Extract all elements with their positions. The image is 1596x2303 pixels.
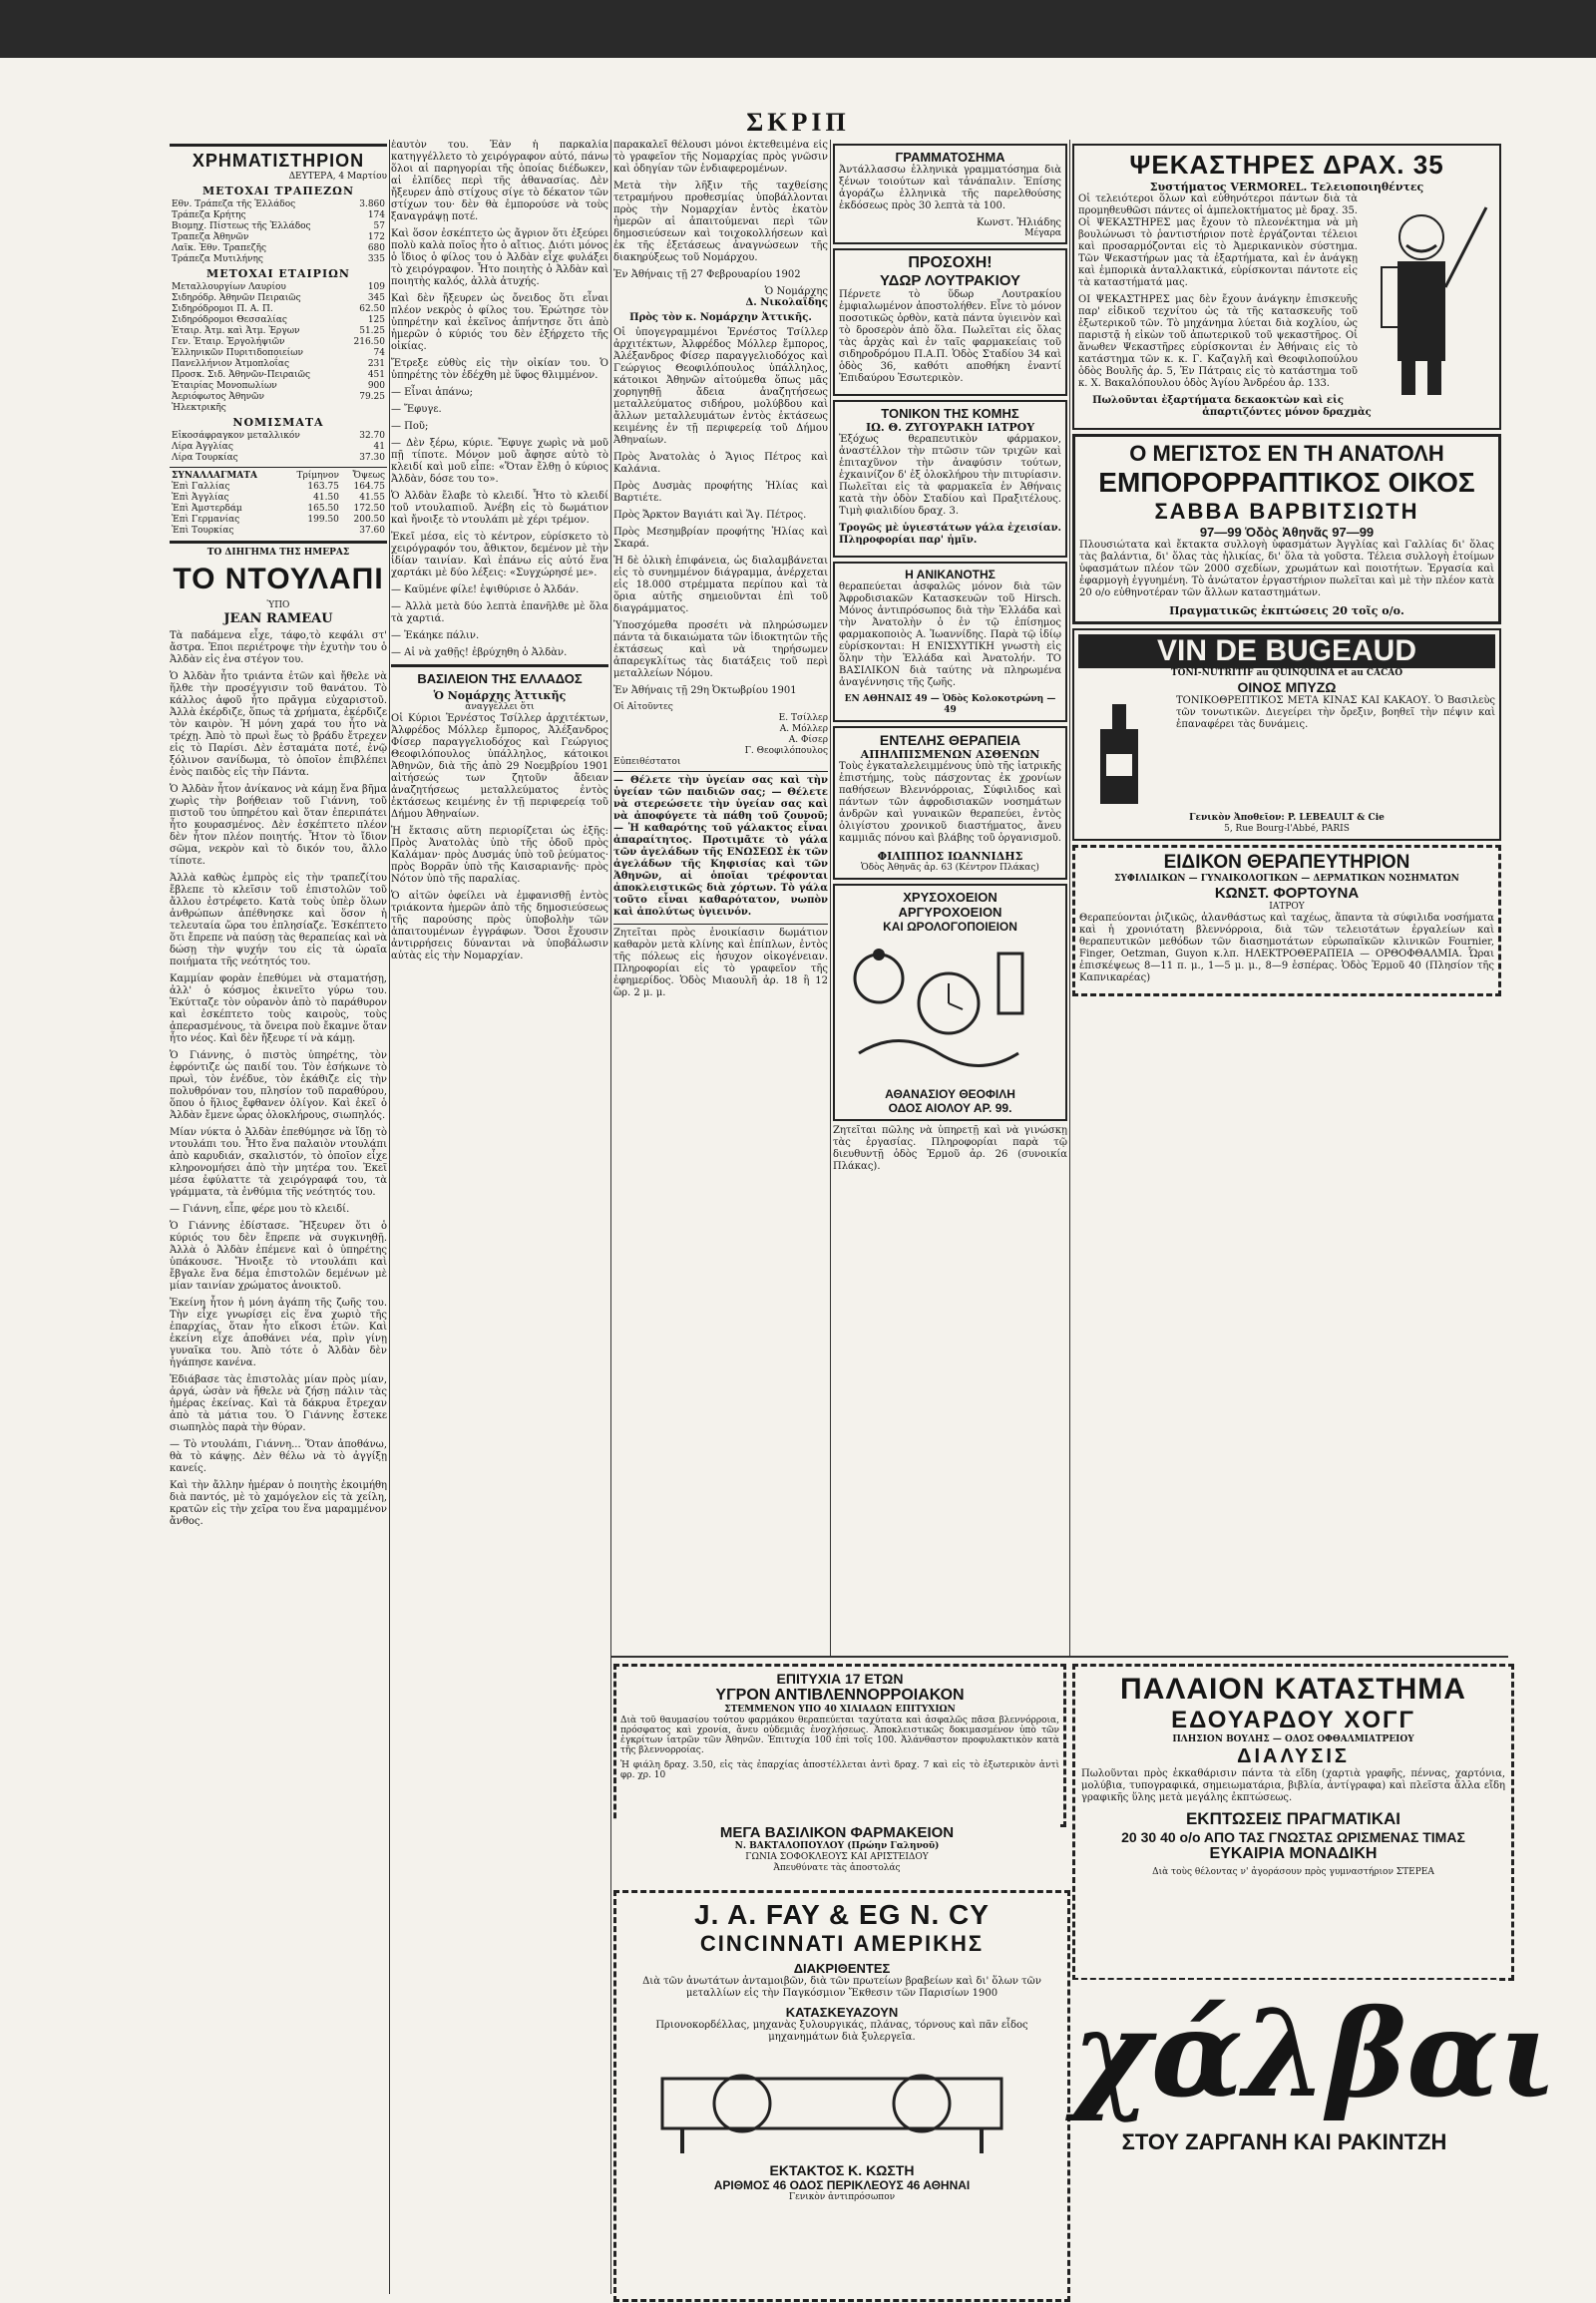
fx-header: Τρίμηνον bbox=[296, 471, 339, 481]
table-row bbox=[170, 381, 387, 392]
jewel-addr: ΟΔΟΣ ΑΙΟΛΟΥ ΑΡ. 99. bbox=[888, 1101, 1012, 1115]
wine-title: VIN DE BUGEAUD bbox=[1078, 634, 1495, 668]
row-value: 41.50 bbox=[313, 493, 339, 503]
story-paragraph: Ὁ Ἀλδὰν ἦτο τριάντα ἐτῶν καὶ ἤθελε νὰ ἥλθε τὴν προσέγγισιν τοῦ θανάτου. Τὸ κάλλος ἀφοῦ ἦτο πρᾶγμα εὐχαριστοῦ. Ἀλλὰ ἐκέρδιζε, ὅπως τὰ χρήματα, ἐκέρδιζε τὸν καιρὸν. Ἡ μόνη χαρά του ἦτο νὰ τρέχῃ. Ἀπὸ τὸ πρωὶ ἕως τὸ βράδυ ἔτρεχεν εἰς τὸ Παρίσι. Δὲν ἐσταμάτα ποτέ, ἐνῷ ξόλινον σανίδωμα, τὸ ὁποῖον ἐπιβλέπει ἐνὸς παιδὸς εἰς τὴν Πάντα. bbox=[170, 671, 387, 778]
seek-ad: Ζητεῖται πῶλης νὰ ὑπηρετῇ καὶ νὰ γινώσκῃ τὰς ἐργασίας. Πληροφορίαι παρὰ τῷ διευθυντῇ ὁδὸς Ἐρμοῦ ἀρ. 26 (συνοικία Πλάκας). bbox=[833, 1125, 1067, 1172]
row-label: Ἐπὶ Ἀγγλίας bbox=[172, 493, 229, 503]
tonic-foot: Τρογῶς μὲ ὑγιεστάτων γάλα ἐχεισίαν. Πληροφορίαι παρ' ἡμῖν. bbox=[839, 523, 1061, 546]
pharm-addr: ΓΩΝΙΑ ΣΟΦΟΚΛΕΟΥΣ ΚΑΙ ΑΡΙΣΤΕΙΔΟΥ bbox=[745, 1852, 929, 1862]
story-paragraph: Ἐκεῖ μέσα, εἰς τὸ κέντρον, εὑρίσκετο τὸ χειρόγραφόν του, ἄθικτον, δεμένον μὲ τὴν ἰδίαν ταινίαν. Καὶ ἐπάνω εἰς αὐτό ἕνα χαρτάκι μὲ δύο λέξεις: «Συγχώρησέ με». bbox=[391, 532, 608, 578]
wine-greek: ΟΙΝΟΣ ΜΠΥΖΩ bbox=[1237, 679, 1337, 695]
notice-body bbox=[391, 713, 608, 962]
story-paragraph: Ὁ Ἀλδὰν ἔλαβε τὸ κλειδί. Ἦτο τὸ κλειδί τοῦ ντουλαπιοῦ. Ἀνέβη εἰς τὸ δωμάτιον καὶ ἤνοιξε τὸ ντουλάπι μὲ χέρι τρέμον. bbox=[391, 491, 608, 526]
row-value: 172 bbox=[367, 232, 385, 242]
old-owner: ΕΔΟΥΑΡΔΟΥ ΧΟΓΓ bbox=[1171, 1707, 1415, 1733]
tailor-title2: ΕΜΠΟΡΟΡΡΑΠΤΙΚΟΣ ΟΙΚΟΣ bbox=[1098, 467, 1475, 498]
row-label: Ἀεριόφωτος Ἀθηνῶν bbox=[172, 392, 264, 402]
bank-shares-table bbox=[170, 199, 387, 265]
notice-paragraph: παρακαλεῖ θέλουσι μόνοι ἐκτεθειμένα εἰς τὸ γραφεῖον τῆς Νομαρχίας πρὸς γνῶσιν καὶ ὁδηγίαν τῶν ἐνδιαφερομένων. bbox=[613, 140, 828, 175]
fay-make: ΚΑΤΑΣΚΕΥΑΖΟΥΝ bbox=[785, 2005, 899, 2020]
pharm-sub: ΣΤΕΜΜΕΝΟΝ ΥΠΟ 40 ΧΙΛΙΑΔΩΝ ΕΠΙΤΥΧΙΩΝ bbox=[724, 1705, 956, 1715]
wine-ad bbox=[1072, 628, 1501, 841]
pharm-price: Ἡ φιάλη δραχ. 3.50, εἰς τὰς ἐπαρχίας ἀποστέλλεται ἀντὶ δραχ. 7 καὶ εἰς τὸ ἐξωτερικὸν ἀντὶ φρ. χρ. 10 bbox=[620, 1760, 1059, 1780]
ring-icon bbox=[855, 955, 903, 1002]
fay-city: CINCINNATI ΑΜΕΡΙΚΗΣ bbox=[699, 1931, 985, 1956]
row-label: Ἠλεκτρικῆς bbox=[172, 403, 226, 413]
warn-title: ΠΡΟΣΟΧΗ! bbox=[908, 254, 993, 271]
row-value: 345 bbox=[367, 293, 385, 303]
table-row bbox=[170, 493, 387, 504]
jewel-title3: ΚΑΙ ΩΡΟΛΟΓΟΠΟΙΕΙΟΝ bbox=[883, 920, 1017, 934]
company-shares-title: ΜΕΤΟΧΑΙ ΕΤΑΙΡΙΩΝ bbox=[206, 267, 350, 280]
man-coat-icon bbox=[1397, 261, 1445, 361]
notice-paragraph: Οἱ Κύριοι Ἑρνέστος Τσίλλερ ἀρχιτέκτων, Ἀλφρέδος Μόλλερ ἔμπορος, Ἀλέξανδρος Φίσερ παραγγελιοδόχος καὶ Γεώργιος Θεοφιλόπουλος ὑπάλληλος, κάτοικοι Ἀθηνῶν, διὰ τῆς ἀπὸ 29 Νοεμβρίου 1901 αἰτήσεώς των ζητοῦν ἄδειαν ἀναζητήσεως μεταλλεύματος ἐντὸς ἐκτάσεως κειμένης ἐν τῇ περιφερείᾳ τοῦ Δήμου Ἀθηναίων. bbox=[391, 713, 608, 820]
sprayer-body2: ΟΙ ΨΕΚΑΣΤΗΡΕΣ μας δὲν ἔχουν ἀνάγκην ἐπισκευῆς παρ' εἰδικοῦ τεχνίτου ὡς τὰ τῆς κατασκευῆς τοῦ ἐξωτερικοῦ τῶν. Τὸ μηχάνημα λύεται διὰ κοχλίου, ὡς παριστᾷ ἡ εἰκὼν τοῦ ἀπωτερικοῦ τοῦ ψεκαστῆρος. Οἱ ἄνωθεν Ψεκαστῆρες εὑρίσκονται ἐν Ἀθήναις εἰς τὸ κατάστημα τῶν κ. κ. Γ. Καζαγλῆ καὶ Θεοφιλοπούλου ὁδὸς Βουλῆς ἀρ. 5, Ἐν Πάτραις εἰς τὸ κατάστημα τοῦ κ. Χ. Βακαλόπουλου ὁδὸς Ἁγίου Ἀνδρέου ἀρ. 133. bbox=[1078, 294, 1358, 389]
jewel-ad bbox=[833, 884, 1067, 1121]
story-paragraph: — Δὲν ξέρω, κύριε. Ἔφυγε χωρὶς νὰ μοῦ πῇ τίποτε. Μόνον μοῦ ἄφησε αὐτὸ τὸ κλειδί καὶ μοῦ εἶπε: «Ὅταν ἔλθῃ ὁ κύριος Ἀλδὰν, δόσε του το». bbox=[391, 438, 608, 485]
saw-wheel-icon bbox=[714, 2076, 770, 2131]
milk-ad: — Θέλετε τὴν ὑγείαν σας καὶ τὴν ὑγείαν τῶν παιδιῶν σας; — Θέλετε νὰ στερεώσετε τὴν ὑγείαν σας καὶ νὰ ἀποφύγετε τὰ πάθη τοῦ ζουνοῦ; — Ἡ καθαρότης τοῦ γάλακτος εἶναι ἀπαραίτητος. Προτιμᾶτε τὸ γάλα τῶν ἀγελάδων τῆς ΕΝΩΣΕΩΣ ἐκ τῶν ἀγελάδων τῆς Κηφισίας καὶ τῶν Ἀθηνῶν, αἱ ὁποῖαι τρέφονται ἀποκλειστικῶς διὰ χόρτων. Τὸ γάλα τοῦτο εἶναι καθαρότατον, νωπὸν καὶ ἀπολύτως ὑγιεινόν. bbox=[613, 775, 828, 918]
row-value: 51.25 bbox=[359, 326, 385, 336]
notice-continued bbox=[613, 140, 828, 281]
notice-paragraph: Πρὸς Ἄρκτον Βαγιάτι καὶ Ἅγ. Πέτρος. bbox=[613, 510, 807, 521]
row-label: Μεταλλουργίων Λαυρίου bbox=[172, 282, 286, 292]
row-label: Εθν. Τράπεζα τῆς Ἑλλάδος bbox=[172, 199, 296, 209]
table-row bbox=[170, 482, 387, 493]
newspaper-masthead: ΣΚΡΙΠ bbox=[746, 108, 850, 137]
pharm-body: Διὰ τοῦ θαυμασίου τούτου φαρμάκου θεραπεύεται ταχύτατα καὶ ἀσφαλῶς πᾶσα βλεννόρροια, πρόσφατος καὶ χρονία, ἄνευ οὐδεμιᾶς ἐνοχλήσεως. Ἀποκλειστικῶς δοκιμασμένον ὑπὸ τῶν ἐγκρίτων ἰατρῶν τῶν Ἀθηνῶν. Ἐπιτυχία 100 ἐπὶ τοῖς 100. Ἀλάνθαστον προφυλακτικὸν κατὰ τῆς βλεννορροίας. bbox=[620, 1716, 1059, 1755]
table-row bbox=[170, 337, 387, 348]
row-value: 335 bbox=[367, 254, 385, 264]
row-value: 41 bbox=[373, 442, 385, 452]
notice-to: Πρὸς τὸν κ. Νομάρχην Ἀττικῆς. bbox=[629, 312, 812, 323]
serial-title: ΤΟ ΝΤΟΥΛΑΠΙ bbox=[173, 563, 384, 595]
table-row bbox=[170, 221, 387, 232]
jewel-owner: ΑΘΑΝΑΣΙΟΥ ΘΕΟΦΙΛΗ bbox=[885, 1087, 1015, 1101]
row-label: Ἑταιρ. Ἀτμ. καὶ Ἀτμ. Ἐργων bbox=[172, 326, 300, 336]
row-label: Ἑταιρίας Μονοπωλίων bbox=[172, 381, 277, 391]
saw-wheel-icon bbox=[894, 2076, 950, 2131]
table-row bbox=[170, 403, 387, 414]
fx-table bbox=[170, 471, 387, 537]
signatories-list bbox=[613, 713, 828, 757]
pharmacy-ad bbox=[613, 1664, 1066, 1827]
row-value bbox=[344, 403, 387, 414]
cure-sign: ΦΙΛΙΠΠΟΣ ΙΩΑΝΝΙΔΗΣ bbox=[877, 850, 1023, 863]
story-paragraph: Ὁ Ἀλδὰν ἦτον ἀνίκανος νὰ κάμῃ ἕνα βῆμα χωρὶς τὴν βοήθειαν τοῦ Γιάννη, τοῦ πιστοῦ του ὑπηρέτου καὶ ὅταν ἐπεριπάτει ἦτο κουρασμένος. Δὲν ἐσκέπτετο πλέον δὲν ἦτον πλέον ποιητής. Ἦτον τὸ ἴδιον σῶμα, νεκρὸν καὶ τὸ δικόν του, ἄλλο τίποτε. bbox=[170, 784, 387, 867]
cure-ad bbox=[833, 726, 1067, 880]
story-paragraph: Ἀλλὰ καθὼς ἐμπρὸς εἰς τὴν τραπεζίτου ἔβλεπε τὸ κλεῖσιν τοῦ ἐπιστολῶν τοῦ ἄλλου ἐστρέφετο. Κατὰ τοὺς ὑπὲρ ὅλων ἀνθρώπων ἀπέθνησκε καὶ ὅσον ἡ τελευταία ὥρα του ἐπλησίαζε. Ἐσκέπτετο ὅτι ἔπρεπε νὰ παύσῃ τὰς θεραπείας καὶ νὰ δώσῃ τὴν ψυχήν του εἰς τὰ ὡραῖα ποιήματα τῆς νεότητός του. bbox=[170, 873, 387, 967]
tailor-addr: 97—99 Ὁδὸς Ἀθηνᾶς 97—99 bbox=[1199, 525, 1375, 540]
table-row bbox=[170, 243, 387, 254]
sprayer-ad bbox=[1072, 144, 1501, 430]
table-row bbox=[170, 254, 387, 265]
story-paragraph: — Ἀλλὰ μετὰ δύο λεπτὰ ἐπανῆλθε μὲ ὅλα τὰ χαρτιά. bbox=[391, 601, 608, 624]
row-label: Προσκ. Σιδ. Ἀθηνῶν-Πειραιῶς bbox=[172, 370, 311, 380]
story-paragraph: — Καϋμένε φίλε! ἐψιθύρισε ὁ Ἀλδάν. bbox=[391, 584, 580, 595]
row-value: 174 bbox=[367, 210, 385, 220]
water-ad bbox=[833, 248, 1067, 396]
notice-sub: Ὁ Νομάρχης Ἀττικῆς bbox=[433, 689, 567, 702]
table-row bbox=[170, 453, 387, 464]
serial-kicker: ΤΟ ΔΙΗΓΗΜΑ ΤΗΣ ΗΜΕΡΑΣ bbox=[206, 548, 350, 558]
pharmacy-name-block bbox=[613, 1820, 1060, 1888]
column-rule bbox=[830, 140, 831, 1656]
row-label: Εἰκοσάφραγκον μεταλλικόν bbox=[172, 431, 300, 441]
row-label: Σιδηρόδρ. Ἀθηνῶν Πειραιῶς bbox=[172, 293, 301, 303]
notice-paragraph: Ὑποσχόμεθα προσέτι νὰ πληρώσωμεν πάντα τὰ δικαιώματα τῶν ἰδιοκτητῶν τῆς ἐκτάσεως καὶ νὰ τηρήσωμεν ἀπαρεγκλίτως τὰς διατάξεις τοῦ περὶ μεταλλείων Νόμου. bbox=[613, 620, 828, 679]
story-paragraph: Καμμίαν φορὰν ἐπεθύμει νὰ σταματήσῃ, ἀλλ' ὁ κόσμος ἐκινεῖτο γύρω του. Ἐκύτταζε τὸν οὐρανὸν ἀπὸ τὸ παράθυρον καὶ ἐσκέπτετο τοὺς καιροὺς, τοὺς ἀπερασμένους, τὰ ὄνειρα ποὺ ἔκαμνε ὅταν ἦτο νέος. Καὶ δὲν ἤξευρε τί νὰ κάμῃ. bbox=[170, 973, 387, 1044]
signatories-label: Οἱ Αἰτοῦντες bbox=[613, 702, 673, 712]
notice-sign2: Δ. Νικολαΐδης bbox=[745, 297, 828, 308]
row-value: 451 bbox=[367, 370, 385, 380]
row-label: Ἑλληνικῶν Πυριτιδοποιείων bbox=[172, 348, 304, 358]
table-row bbox=[170, 210, 387, 221]
tonic-body: Ἐξόχως θεραπευτικὸν φάρμακον, ἀναστέλλον τὴν πτῶσιν τῶν τριχῶν καὶ ἐπιταχῦνον τὴν ἀναφύσιν τούτων, ἐχκαινίζον δ' ἐξ ὁλοκλήρου τὴν πιτυρίασιν. Πωλεῖται εἰς τὰ φαρμακεῖα ἐν Ἀθήναις κατὰ τὴν ὁδὸν Σταδίου καὶ Πραξιτέλους. Τιμὴ φιαλιδίου δραχ. 3. bbox=[839, 434, 1061, 517]
clinic-sub: ΣΥΦΙΛΙΔΙΚΩΝ — ΓΥΝΑΙΚΟΛΟΓΙΚΩΝ — ΔΕΡΜΑΤΙΚΩΝ ΝΟΣΗΜΑΤΩΝ bbox=[1114, 874, 1459, 884]
row-label: Βιομηχ. Πίστεως τῆς Ἑλλάδος bbox=[172, 221, 311, 231]
notice-sub2: ἀναγγέλλει ὅτι bbox=[465, 702, 535, 712]
old-store-ad bbox=[1072, 1664, 1514, 1981]
row-label: Γεν. Ἑταιρ. Ἐργολήψιῶν bbox=[172, 337, 285, 347]
section-rule bbox=[610, 1656, 1508, 1658]
sprayer-man-illustration bbox=[1362, 197, 1491, 397]
halva-sub: ΣΤΟΥ ΖΑΡΓΑΝΗ ΚΑΙ ΡΑΚΙΝΤΖΗ bbox=[1121, 2129, 1447, 2154]
notice-paragraph: Ὁ αἰτῶν ὀφείλει νὰ ἐμφανισθῇ ἐντὸς τριάκοντα ἡμερῶν ἀπὸ τῆς δημοσιεύσεως τῆς παρούσης πρὸς ὑποβολὴν τῶν ἀπαιτουμένων ἐγγράφων. Ὅσοι ἔχουσιν ἀντιρρήσεις δύνανται νὰ ὑποβάλωσιν αὐτὰς εἰς τὴν Νομαρχίαν. bbox=[391, 891, 608, 961]
notice-petition bbox=[613, 327, 828, 697]
row-value: 172.50 bbox=[353, 504, 385, 514]
row-value: 41.55 bbox=[359, 493, 385, 503]
table-row bbox=[170, 282, 387, 293]
halva-word: χάλβαι bbox=[1072, 1984, 1557, 2124]
fay-items: Πριονοκορδέλλας, μηχανὰς ξυλουργικάς, πλάνας, τόρνους καὶ πᾶν εἶδος μηχανημάτων διὰ ξυλεργεῖα. bbox=[655, 2020, 1028, 2043]
signatory: Α. Μόλλερ bbox=[779, 724, 828, 734]
heal-label: Εὑπειθέστατοι bbox=[613, 757, 681, 767]
table-row bbox=[170, 370, 387, 381]
fay-machinery-ad bbox=[613, 1890, 1070, 2302]
gem-icon bbox=[873, 949, 885, 960]
row-value: 164.75 bbox=[353, 482, 385, 492]
coins-title: ΝΟΜΙΣΜΑΤΑ bbox=[232, 416, 324, 429]
table-row bbox=[170, 515, 387, 526]
pharm-banner: ΕΠΙΤΥΧΙΑ 17 ΕΤΩΝ bbox=[776, 1671, 904, 1687]
story-paragraph: Ὁ Γιάννης ἐδίστασε. Ἤξευρεν ὅτι ὁ κύριός του δὲν ἔπρεπε νὰ συγκινηθῇ. Ἀλλὰ ὁ Ἀλδὰν ἐπέμενε καὶ ὁ ὑπηρέτης ὑπάκουσε. Ἤνοιξε τὸ ντουλάπι καὶ ἔβγαλε ἕνα δέμα ἐπιστολῶν δεμένων μὲ μίαν ταινίαν χρώματος ἀνοικτοῦ. bbox=[170, 1221, 387, 1292]
fay-agent: ΕΚΤΑΚΤΟΣ Κ. ΚΩΣΤΗ bbox=[769, 2162, 915, 2178]
table-row bbox=[170, 431, 387, 442]
pendant-icon bbox=[998, 954, 1022, 1013]
clinic-title: ΕΙΔΙΚΟΝ ΘΕΡΑΠΕΥΤΗΡΙΟΝ bbox=[1163, 852, 1410, 873]
old-event: ΔΙΑΛΥΣΙΣ bbox=[1237, 1745, 1350, 1767]
notice-paragraph: Ἐν Ἀθήναις τῇ 29η Ὀκτωβρίου 1901 bbox=[613, 685, 797, 696]
notice-paragraph: Πρὸς Δυσμὰς προφήτης Ἠλίας καὶ Βαρτιέτε. bbox=[613, 481, 828, 504]
pharm-name: ΜΕΓΑ ΒΑΣΙΛΙΚΟΝ ΦΑΡΜΑΚΕΙΟΝ bbox=[719, 1824, 955, 1841]
story-paragraph: — Εἶναι ἀπάνω; bbox=[391, 387, 474, 398]
row-label: Σιδηρόδρομοι Θεσσαλίας bbox=[172, 315, 287, 325]
story-paragraph: ἑαυτὸν του. Ἐὰν ἡ παρκαλία κατηγγέλλετο τὸ χειρόγραφον αὐτό, πάνω ὅλοι αἱ παρηγορίαι τῆς ὁποίας διέδωκεν, αἱ ἐλπίδες περὶ τῆς ἀθανασίας. Δὲν ἤξευρεν ἀπὸ στίχους σίγε τὸ δέκατον τῶν στίχων του· δὲν θὰ ἐμπορούσε νὰ τοὺς ξαναγράψῃ ποτέ. bbox=[391, 140, 608, 222]
clinic-doc: ΚΩΝΣΤ. ΦΟΡΤΟΥΝΑ bbox=[1214, 885, 1360, 902]
cure-body: Τοὺς ἐγκαταλελειμμένους ὑπὸ τῆς ἰατρικῆς ἐπιστήμης, τοὺς πάσχοντας ἐκ χρονίων παθήσεων Βλεννόρροιας, Σύφιλιδος καὶ πάντων τῶν ἀφροδισιακῶν νοσημάτων ἀνδρῶν καὶ γυναικῶν θεραπεύει, ἐντὸς ὀλιγίστου χρονικοῦ διαστήματος, ἄνευ καμμιᾶς πόνου καὶ βλάβης τοῦ ὀργανισμοῦ. bbox=[839, 761, 1061, 844]
row-value: 680 bbox=[367, 243, 385, 253]
column-rule bbox=[1069, 140, 1070, 1656]
table-row bbox=[170, 442, 387, 453]
halva-ad bbox=[1072, 1980, 1557, 2279]
drug-title: Η ΑΝΙΚΑΝΟΤΗΣ bbox=[905, 568, 996, 581]
sawmill-illustration bbox=[622, 2049, 1041, 2158]
story-paragraph: Καὶ ὅσον ἐσκέπτετο ὡς ἄγριον ὅτι ἐξεύρει πολὺ καλὰ ποῖος ἦτο ὁ αἴτιος. Διότι μόνος ὁ ἴδιος ὁ φίλος του ὁ Ἀλδὰν εἶχε φυλάξει τὸ χειρόγραφον. Ἦτο ποιητὴς ὁ Ἀλδὰν καὶ ποιητὴς καλός, ἀλλὰ ἀτυχής. bbox=[391, 228, 608, 287]
sprayer-body: Οἱ τελειότεροι ὅλων καὶ εὐθηνότεροι πάντων διὰ τὰ προμηθευθῶσι πάντες οἱ ἀμπελοκτήματος μὲ δραχ. 35. Οἱ ΨΕΚΑΣΤΗΡΕΣ μας ἔχουν τὸ πλεονέκτημα νὰ μὴ βουλώνωσι τὸ ῥαντιστήριον ποτὲ ἐργάζονται τέλειοι καὶ προσαρμόζονται εἰς τὸ Ἀμερικανικὸν σύστημα. Τῶν Ψεκαστήρων μας τὰ ἐξαρτήματα, καὶ ἐν ἀνάγκῃ καὶ ἐμπορικὰ ἀνταλλακτικά, εὑρίσκονται πάντοτε εἰς τὰ καταστήματά μας. bbox=[1078, 193, 1358, 288]
wine-addr: 5, Rue Bourg-l'Abbé, PARIS bbox=[1224, 824, 1350, 834]
row-label: Ἐπὶ Γαλλίας bbox=[172, 482, 230, 492]
row-value: 216.50 bbox=[353, 337, 385, 347]
notice-paragraph: Πρὸς Ἀνατολὰς ὁ Ἄγιος Πέτρος καὶ Καλάνια. bbox=[613, 452, 828, 475]
drug-body: θεραπεύεται ἀσφαλῶς μόνον διὰ τῶν Ἀφροδισιακῶν Κατασκευῶν τοῦ Hirsch. Μόνος ἀντιπρόσωπος διὰ τὴν Ἑλλάδα καὶ τὴν Ἀνατολὴν ὁ ἐν τῷ ἐπίσημος φαρμακοποιὸς Α. Ἰωαννίδης. Παρὰ τῷ ἰδίῳ εὑρίσκονται: Η ΕΝΙΣΧΥΤΙΚΗ γνωστὴ εἰς ὅλην τὴν Ἑλλάδα καὶ Ἀνατολήν. ΤΟ ΒΑΣΙΛΙΚΟΝ διὰ ταύτης νὰ πληρωμένα ἀναγέννησις τῆς ζωῆς. bbox=[839, 581, 1061, 688]
notice-paragraph: Πρὸς Μεσημβρίαν προφήτης Ἠλίας καὶ Σκαρά. bbox=[613, 527, 828, 550]
scan-top-bar bbox=[0, 0, 1596, 58]
jewel-title2: ΑΡΓΥΡΟΧΟΕΙΟΝ bbox=[898, 905, 1002, 920]
signatory: Γ. Θεοφιλόπουλος bbox=[744, 746, 828, 756]
row-label: Σιδηρόδρομοι Π. Α. Π. bbox=[172, 304, 273, 314]
table-row bbox=[170, 326, 387, 337]
clinic-body: Θεραπεύονται ῥιζικῶς, ἀλανθάστως καὶ ταχέως, ἅπαντα τὰ σύφιλιδα νοσήματα καὶ ἡ χρονιότατη βλεννόρροια, διὰ τῶν τελειοτάτων ἐργαλείων καὶ θεραπευτικῶν μεθόδων τῶν διασημοτάτων εὐρωπαϊκῶν κλινικῶν Fournier, Finger, Oetzman, Guyon κ.λπ. ΗΛΕΚΤΡΟΘΕΡΑΠΕΙΑ — ΟΡΘΟΦΘΑΛΜΙΑ. Ὧραι ἐπισκέψεως 8—11 π. μ., 1—5 μ. μ., 8—9 ἑσπέρας. Ὁδὸς Ἐρμοῦ 40 (Πλησίον τῆς Καπνικαρέας) bbox=[1079, 913, 1494, 983]
row-value: 125 bbox=[367, 315, 385, 325]
notice-paragraph: Ἡ ἔκτασις αὕτη περιορίζεται ὡς ἑξῆς: Πρὸς Ἀνατολὰς ὑπὸ τῆς ὁδοῦ πρὸς Καλάμαν· πρὸς Δυσμάς ὑπὸ τοῦ ῥεύματος· πρὸς Βορρᾶν ὑπὸ τῆς Καισαριανῆς· πρὸς Νότον ὑπὸ τῆς παραλίας. bbox=[391, 826, 608, 885]
stamps-title: ΓΡΑΜΜΑΤΟΣΗΜΑ bbox=[895, 150, 1005, 165]
wine-sub: TONI-NUTRITIF au QUINQUINA et au CACAO bbox=[1170, 668, 1403, 678]
fx-header: Ὄψεως bbox=[352, 471, 385, 481]
row-value: 200.50 bbox=[353, 515, 385, 525]
stamps-ad bbox=[833, 144, 1067, 244]
spray-lance-icon bbox=[1445, 207, 1486, 287]
row-label: Ἐπὶ Τουρκίας bbox=[172, 526, 234, 536]
serial-story-continued bbox=[391, 140, 608, 659]
drug-ad bbox=[833, 562, 1067, 722]
table-row bbox=[170, 504, 387, 515]
wine-body: ΤΟΝΙΚΟΘΡΕΠΤΙΚΟΣ ΜΕΤΑ ΚΙΝΑΣ ΚΑΙ ΚΑΚΑΟΥ. Ὁ Βασιλεὺς τῶν τονωτικῶν. Διεγείρει τὴν ὄρεξιν, βοηθεῖ τὴν πέψιν καὶ ἐπαναφέρει τὰς δυνάμεις. bbox=[1176, 695, 1495, 730]
row-value: 109 bbox=[367, 282, 385, 292]
old-discount: ΕΚΠΤΩΣΕΙΣ ΠΡΑΓΜΑΤΙΚΑΙ bbox=[1185, 1809, 1401, 1828]
story-paragraph: — Ποῦ; bbox=[391, 421, 429, 432]
pharm-foot: Ἀπευθύνατε τὰς ἀποστολάς bbox=[773, 1863, 901, 1873]
story-paragraph: — Γιάννη, εἶπε, φέρε μου τὸ κλειδί. bbox=[170, 1204, 350, 1215]
column-large-ads bbox=[1072, 140, 1501, 1656]
story-paragraph: — Ἔφυγε. bbox=[391, 404, 442, 415]
jewelry-illustration bbox=[839, 934, 1058, 1083]
old-title: ΠΑΛΑΙΟΝ ΚΑΤΑΣΤΗΜΑ bbox=[1120, 1673, 1466, 1706]
row-label: Λίρα Ἀγγλίας bbox=[172, 442, 233, 452]
stamps-sign2: Μέγαρα bbox=[1024, 228, 1061, 238]
cure-sub: ΑΠΗΛΠΙΣΜΕΝΩΝ ΑΣΘΕΝΩΝ bbox=[860, 748, 1040, 761]
row-value: 57 bbox=[373, 221, 385, 231]
tailor-ad bbox=[1072, 434, 1501, 624]
tailor-foot: Πραγματικῶς ἐκπτώσεις 20 τοῖς ο/ο. bbox=[1169, 604, 1404, 617]
bank-shares-title: ΜΕΤΟΧΑΙ ΤΡΑΠΕΖΩΝ bbox=[201, 185, 354, 197]
sprayer-sub: Συστήματος VERMOREL. Τελειοποιηθέντες bbox=[1149, 181, 1424, 193]
serial-by: ὙΠΟ bbox=[266, 600, 290, 610]
chain-icon bbox=[859, 1041, 1018, 1066]
coins-table bbox=[170, 431, 387, 464]
row-value: 37.60 bbox=[359, 526, 385, 536]
notice-title: ΒΑΣΙΛΕΙΟΝ ΤΗΣ ΕΛΛΑΔΟΣ bbox=[417, 671, 583, 686]
story-paragraph: Ἐδιάβασε τὰς ἐπιστολὰς μίαν πρὸς μίαν, ἀργά, ὡσὰν νὰ ἤθελε νὰ ζήσῃ πάλιν τὰς ἡμέρας ἐκείνας. Καὶ τὰ δάκρυα ἔτρεχαν ἀπὸ τὰ μάτια του. Ὁ Γιάννης ἔστεκε σιωπηλὸς παρὰ τὴν θύραν. bbox=[170, 1374, 387, 1433]
row-value: 32.70 bbox=[359, 431, 385, 441]
notice-paragraph: Μετὰ τὴν λῆξιν τῆς ταχθείσης τετραμήνου προθεσμίας ὑποβάλλονται πρὸς τὴν Νομαρχίαν ἐντὸς ἑκατὸν ἡμερῶν αἱ ἀπαιτούμεναι περὶ τῶν δημοσιεύσεων καὶ τοιχοκολλήσεων καὶ ἐκ τῆς ἐξετάσεως ἀναγνώσεων τῆς διακηρύξεως τοῦ Νομάρχου. bbox=[613, 181, 828, 263]
water-title: ΥΔΩΡ ΛΟΥΤΡΑΚΙΟΥ bbox=[879, 272, 1021, 289]
water-body: Πέρνετε τὸ ὕδωρ Λουτρακίου ἐμφιαλωμένον ἀποστολήθεν. Εἶνε τὸ μόνον ποσοτικῶς ὀρθὸν, κατὰ πάντα ὑγιεινὸν καὶ τὸ δροσερὸν ἀπὸ ὅλα. Πωλεῖται εἰς ὅλας τὰς ἀρχὰς καὶ ἐν ταῖς φαρμακείαις τοῦ σιδηροδρόμου Π.Α.Π. Ὁδὸς Σταδίου 34 καὶ ὁδὸς 36, καθότι αποθήκη ἐναντί Ἐπιδαύρου Ἐσωτερικὸν. bbox=[839, 289, 1061, 384]
signatory: Ε. Τσίλλερ bbox=[778, 713, 828, 723]
table-row bbox=[170, 526, 387, 537]
row-value: 165.50 bbox=[307, 504, 339, 514]
tonic-title: ΤΟΝΙΚΟΝ ΤΗΣ ΚΟΜΗΣ bbox=[881, 406, 1019, 421]
notice-paragraph: Ἐν Ἀθήναις τῇ 27 Φεβρουαρίου 1902 bbox=[613, 269, 801, 280]
row-label: Ἐπὶ Ἀμστερδάμ bbox=[172, 504, 242, 514]
story-paragraph: Καὶ δὲν ἤξευρεν ὡς ὄνειδος ὅτι εἶναι πλέον νεκρὸς ὁ φίλος του. Ἐρώτησε τὸν ὑπηρέτην καὶ ἐκεῖνος ἀπήντησε ὅτι ἀπὸ ἡμερῶν ὁ κύριός του δὲν ἐξήρχετο τῆς οἰκίας. bbox=[391, 293, 608, 352]
pharm-owner: Ν. ΒΑΚΤΑΛΟΠΟΥΛΟΥ (Πρώην Γαληνοῦ) bbox=[734, 1841, 940, 1851]
clinic-ad bbox=[1072, 845, 1501, 996]
market-date: ΔΕΥΤΕΡΑ, 4 Μαρτίου bbox=[288, 172, 387, 182]
tailor-body: Πλουσιώτατα καὶ ἔκτακτα συλλογὴ ὑφασμάτων Ἀγγλίας καὶ Γαλλίας δι' ὅλας τὰς βαλάντια, δι' ὅλας τὰς ἡλικίας, δι' ὅλα τὰ γοῦστα. Τέλεια συλλογὴ ἑτοίμων ὑφασμάτων πλέον τῶν 2000 σχεδίων, χρωμάτων καὶ ποιοτήτων. Ἐργασία καὶ ἐφαρμογὴ ἐγγυημένη. Τὸ ἀνώτατον ἐργαστήριον πωλεῖται καὶ μὲ τὴν πλέον κατὰ 20 ο/ο εὐθηνοτέραν τῶν ἄλλων καταστημάτων. bbox=[1079, 540, 1494, 598]
old-pct: 20 30 40 ο/ο ΑΠΟ ΤΑΣ ΓΝΩΣΤΑΣ ΩΡΙΣΜΕΝΑΣ ΤΙΜΑΣ bbox=[1121, 1829, 1465, 1845]
table-row bbox=[170, 304, 387, 315]
column-rule bbox=[389, 140, 390, 2294]
table-row bbox=[170, 359, 387, 370]
row-value: 74 bbox=[373, 348, 385, 358]
story-paragraph: Μίαν νύκτα ὁ Ἀλδὰν ἐπεθύμησε νὰ ἴδῃ τὸ ντουλάπι του. Ἦτο ἕνα παλαιὸν ντουλάπι ἀπὸ καρυδιάν, σκαλιστόν, τὸ ὁποῖον εἶχε κληρονομήσει ἀπὸ τὴν μητέρα του. Ἐκεῖ μέσα ἐφύλαττε τὰ χειρόγραφά του, τὰ γράμματα, τὰ ἐνθύμια τῆς νεότητός του. bbox=[170, 1127, 387, 1198]
wine-bottle-illustration bbox=[1082, 699, 1172, 809]
old-chance: ΕΥΚΑΙΡΙΑ ΜΟΝΑΔΙΚΗ bbox=[1209, 1845, 1378, 1862]
table-row bbox=[170, 293, 387, 304]
notice-paragraph: Οἱ ὑπογεγραμμένοι Ἑρνέστος Τσίλλερ ἀρχιτέκτων, Ἀλφρέδος Μόλλερ ἔμπορος, Ἀλέξανδρος Φίσερ παραγγελιοδόχος καὶ Γεώργιος Θεοφιλόπουλος ὑπάλληλος, κάτοικοι Ἀθηνῶν αἰτούμεθα ὅπως μᾶς χορηγηθῇ ἄδεια ἀναζητήσεως μεταλλεύματος σιδήρου, μολύβδου καὶ ἄλλων μεταλλευμάτων ἐντὸς ἐκτάσεως κειμένης ἐν τῇ περιφερείᾳ τοῦ Δήμου Ἀθηναίων. bbox=[613, 327, 828, 446]
table-row bbox=[170, 199, 387, 210]
fx-header: ΣΥΝΑΛΛΑΓΜΑΤΑ bbox=[172, 471, 257, 481]
stamps-body: Ἀντάλλασσω ἑλληνικὰ γραμματόσημα διὰ ξένων τοιούτων καὶ τἀνάπαλιν. Ἐπίσης ἀγοράζω ἑλληνικὰ τῆς παρελθούσης ἐκδόσεως πρὸς 30 λεπτὰ τὰ 100. bbox=[839, 165, 1061, 211]
story-paragraph: Καὶ τὴν ἄλλην ἡμέραν ὁ ποιητὴς ἐκοιμήθη διὰ παντός, μὲ τὸ χαμόγελον εἰς τὰ χείλη, κρατῶν εἰς τὴν χεῖρα του ἕνα μαραμμένον ἄνθος. bbox=[170, 1480, 387, 1527]
notice-paragraph: Ἡ δὲ ὁλικὴ ἐπιφάνεια, ὡς διαλαμβάνεται εἰς τὸ συνημμένον διάγραμμα, ἀνέρχεται εἰς 18.000 στρέμματα περίπου καὶ τὰ ὅρια αὐτῆς σημειοῦνται ἐπὶ τοῦ διαγράμματος. bbox=[613, 556, 828, 614]
story-paragraph: — Ἐκάηκε πάλιν. bbox=[391, 630, 480, 641]
row-value: 79.25 bbox=[359, 392, 385, 402]
old-addr: ΠΛΗΣΙΟΝ ΒΟΥΛΗΣ — ΟΔΟΣ ΟΦΘΑΛΜΙΑΤΡΕΙΟΥ bbox=[1172, 1734, 1414, 1744]
row-label: Λίρα Τουρκίας bbox=[172, 453, 238, 463]
table-row bbox=[170, 315, 387, 326]
story-paragraph: — Τὸ ντουλάπι, Γιάννη... Ὅταν ἀποθάνω, θὰ τὸ κάψῃς. Δὲν θέλω νὰ τὸ ἀγγίξῃ κανείς. bbox=[170, 1439, 387, 1474]
fay-sub: ΔΙΑΚΡΙΘΕΝΤΕΣ bbox=[793, 1961, 891, 1976]
row-label: Ἐπὶ Γερμανίας bbox=[172, 515, 240, 525]
column-small-ads bbox=[833, 140, 1067, 1656]
drug-foot: ΕΝ ΑΘΗΝΑΙΣ 49 — Ὁδὸς Κολοκοτρώνη — 49 bbox=[844, 694, 1056, 715]
signatory: Α. Φίσερ bbox=[788, 735, 828, 745]
row-label: Πανελλήνιον Ἀτμοπλοΐας bbox=[172, 359, 290, 369]
old-body: Πωλοῦνται πρὸς ἐκκαθάρισιν πάντα τὰ εἴδη (χαρτιὰ γραφῆς, πέννας, χαρτόνια, μολύβια, τυπογραφικά, σημειωματάρια, βιβλία, ἀντίγραφα) καὶ πλεῖστα ἄλλα εἴδη γραφικῆς ὕλης μετὰ μεγάλης ἐκπτώσεως. bbox=[1081, 1768, 1505, 1803]
clinic-role: ΙΑΤΡΟΥ bbox=[1269, 902, 1305, 912]
row-value: 37.30 bbox=[359, 453, 385, 463]
row-value: 231 bbox=[367, 359, 385, 369]
story-paragraph: Τὰ παδάμενα εἶχε, τάφο,τὸ κεφάλι στ' ἄστρα. Ἐποι περιέτροψε τὴν ἐχυτὴν του ὁ Ἀλδὰν εἰς ἐνα στέγον του. bbox=[170, 630, 387, 665]
story-paragraph: Ὁ Γιάννης, ὁ πιστὸς ὑπηρέτης, τὸν ἐφρόντιζε ὡς παιδί του. Τὸν ἐσήκωνε τὸ πρωὶ, τὸν ἐνέδυε, τὸν ἐκάθιζε εἰς τὴν πολυθρόναν του, πλησίον τοῦ παραθύρου, ὅπου ὁ ἥλιος ἔφθανεν ὀλίγον. Καὶ ἐκεῖ ὁ Ἀλδὰν ἔμενε ὧρας ὁλοκλήρους, σιωπηλός. bbox=[170, 1050, 387, 1121]
column-market-story bbox=[170, 140, 387, 2299]
row-label: Τραπεζα Ἀθηνῶν bbox=[172, 232, 249, 242]
tailor-title1: Ο ΜΕΓΙΣΤΟΣ ΕΝ ΤΗ ΑΝΑΤΟΛΗ bbox=[1129, 441, 1444, 466]
tonic-ad bbox=[833, 400, 1067, 558]
story-paragraph: — Αἱ νὰ χαθῇς! ἐβρύχηθη ὁ Ἀλδὰν. bbox=[391, 647, 568, 658]
row-label: Τράπεζα Κρήτης bbox=[172, 210, 246, 220]
table-row bbox=[170, 232, 387, 243]
tailor-title3: ΣΑΒΒΑ ΒΑΡΒΙΤΣΙΩΤΗ bbox=[1154, 499, 1419, 524]
fay-title: J. A. FAY & EG N. CY bbox=[694, 1899, 990, 1930]
row-value: 62.50 bbox=[359, 304, 385, 314]
column-notice-continued bbox=[613, 140, 828, 1656]
serial-story-text bbox=[170, 630, 387, 1528]
sprayer-price: Πωλοῦνται ἐξαρτήματα δεκαοκτὼν καὶ εἰς ἀπαρτιζόντες μόνον δραχμὰς bbox=[1092, 395, 1372, 418]
row-value: 163.75 bbox=[307, 482, 339, 492]
jewel-title: ΧΡΥΣΟΧΟΕΙΟΝ bbox=[903, 890, 998, 905]
serial-author: JEAN RAMEAU bbox=[223, 611, 333, 626]
table-row bbox=[170, 348, 387, 359]
row-value: 3.860 bbox=[359, 199, 385, 209]
story-paragraph: Ἔτρεξε εὐθὺς εἰς τὴν οἰκίαν του. Ὁ ὑπηρέτης τὸν ἐδέχθη μὲ ὕφος θλιμμένον. bbox=[391, 358, 608, 381]
row-value bbox=[282, 526, 341, 537]
notice-sign1: Ὁ Νομάρχης bbox=[764, 286, 828, 297]
market-title: ΧΡΗΜΑΤΙΣΤΗΡΙΟΝ bbox=[192, 151, 365, 171]
old-foot: Διὰ τοὺς θέλοντας ν' ἀγοράσουν πρὸς γυμναστήριον ΣΤΕΡΕΑ bbox=[1152, 1867, 1434, 1877]
tonic-sub: ΙΩ. Θ. ΖΥΓΟΥΡΑΚΗ ΙΑΤΡΟΥ bbox=[865, 421, 1035, 434]
row-label: Τράπεζα Μυτιλήνης bbox=[172, 254, 263, 264]
pharm-title: ΥΓΡΟΝ ΑΝΤΙΒΛΕΝΝΟΡΡΟΙΑΚΟΝ bbox=[715, 1687, 965, 1704]
company-shares-table bbox=[170, 282, 387, 414]
table-row bbox=[170, 392, 387, 403]
row-value: 900 bbox=[367, 381, 385, 391]
column-story-notice bbox=[391, 140, 608, 2299]
room-ad: Ζητεῖται πρὸς ἐνοικίασιν δωμάτιον καθαρὸν μετὰ κλίνης καὶ ἐπίπλων, ἐντὸς τῆς πόλεως εἰς ἡσυχον οἰκογένειαν. Πληροφορίαι εἰς τὸ γραφεῖον τῆς ἐφημερίδος. Ὁδὸς Μιαουλῆ ἀρ. 18 ἢ 12 ὥρ. 2 μ. μ. bbox=[613, 928, 828, 998]
fay-body: Διὰ τῶν ἀνωτάτων ἀνταμοιβῶν, διὰ τῶν πρωτείων βραβείων καὶ δι' ὅλων τῶν μεταλλίων εἰς τὴν Παγκόσμιον Ἔκθεσιν τῶν Παρισίων 1900 bbox=[642, 1976, 1041, 1999]
column-rule bbox=[610, 140, 611, 2294]
wine-agent: Γενικὸν Ἀποθεῖον: P. LEBEAULT & Cie bbox=[1189, 813, 1385, 823]
fay-foot: Γενικὸν ἀντιπρόσωπον bbox=[788, 2192, 896, 2202]
story-paragraph: Ἐκείνη ἦτον ἡ μόνη ἀγάπη τῆς ζωῆς του. Τὴν εἶχε γνωρίσει εἰς ἕνα χωριὸ τῆς ἐπαρχίας, ὅταν ἦτο εἴκοσι ἐτῶν. Καὶ ἐκείνη εἶχε ἀποθάνει νέα, πρὶν γίνῃ γυναῖκα του. Ἀπὸ τότε ὁ Ἀλδὰν δὲν ἠγάπησε κανένα. bbox=[170, 1298, 387, 1368]
fay-addr: ΑΡΙΘΜΟΣ 46 ΟΔΟΣ ΠΕΡΙΚΛΕΟΥΣ 46 ΑΘΗΝΑΙ bbox=[713, 2178, 971, 2192]
sprayer-title: ΨΕΚΑΣΤΗΡΕΣ ΔΡΑΧ. 35 bbox=[1129, 150, 1444, 180]
cure-foot: Ὁδὸς Ἀθηνᾶς ἀρ. 63 (Κέντρον Πλάκας) bbox=[861, 863, 1039, 873]
row-value: 199.50 bbox=[307, 515, 339, 525]
row-label: Λαϊκ. Ἐθν. Τραπεζῆς bbox=[172, 243, 267, 253]
cure-title: ΕΝΤΕΛΗΣ ΘΕΡΑΠΕΙΑ bbox=[879, 732, 1021, 748]
stamps-sign: Κωνστ. Ἠλιάδης bbox=[976, 217, 1061, 228]
